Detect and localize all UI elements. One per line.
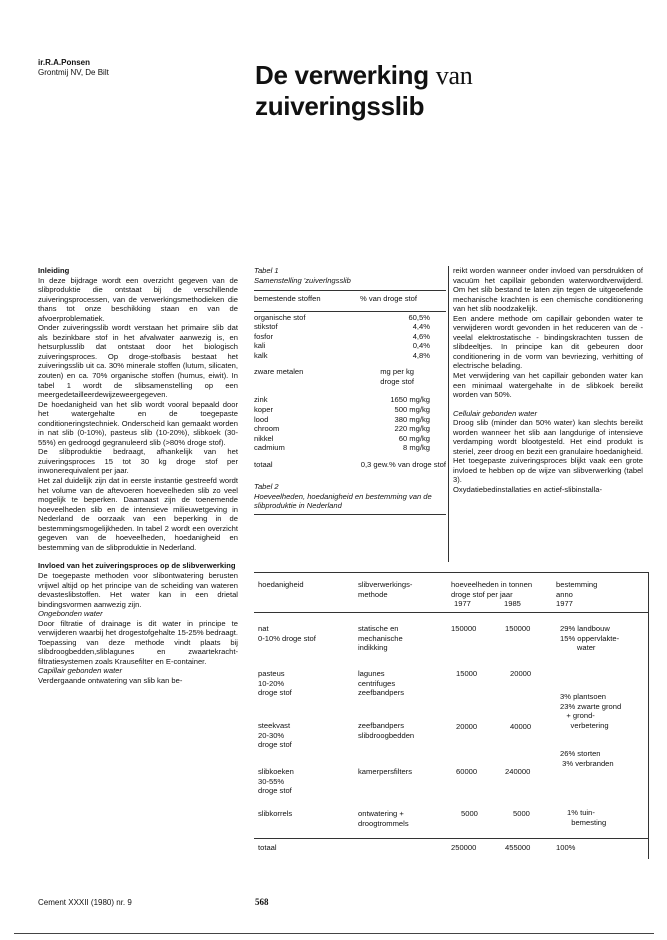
- heading-invloed: Invloed van het zuiveringsproces op de slibverwerking: [38, 561, 236, 571]
- heading-inleiding: Inleiding: [38, 266, 70, 275]
- table1-row-value: 4,6%: [412, 331, 430, 341]
- table1-metals-row2: [254, 377, 446, 387]
- table1-total-value: 0,3 gew.% van droge stof: [360, 459, 446, 469]
- table2-total-label: totaal: [258, 843, 277, 852]
- paragraph: De hoedanigheid van het slib wordt vooral bepaald door het watergehalte en de toegepaste conditioneringstechniek. Onderscheid kan gemaakt worden in nat slib (0-10%), pasteus slib (10-20%), slibkoek (30-55%) en gedroogd gegranuleerd slib (>80% droge stof).: [38, 399, 238, 447]
- table1-row-name: kali: [254, 341, 266, 351]
- title-part1: De verwerking: [255, 60, 436, 90]
- table2-row3-quality: steekvast 20-30% droge stof: [258, 721, 292, 749]
- page-number: 568: [255, 897, 269, 907]
- paragraph: Oxydatiebedinstallaties en actief-slibinstalla-: [453, 485, 602, 495]
- paragraph: Het zal duidelijk zijn dat in eerste instantie gestreefd wordt het volume van de aftevoeren hoeveelheden slib zo veel mogelijk te beperken. Daarnaast zijn de toenemende hoeveelheden slib en de intensieve milieuwetgeving in Nederland de oorzaak van een beperking in de bestemmingsmogelijkheden. In tabel 2 wordt een overzicht gegeven van de hoeveelheden, hoedanigheid en bestemming van de slibproduktie in Nederland.: [38, 476, 238, 552]
- table2-row1-1985: 150000: [505, 624, 531, 633]
- table1-row: [254, 424, 446, 434]
- table2-row5-quality: slibkorrels: [258, 809, 293, 818]
- table1-header-left: bemestende stoffen: [254, 294, 321, 304]
- table2-total-destination: 100%: [556, 843, 576, 852]
- table2-header-method: slibverwerkings- methode: [358, 580, 413, 599]
- table1-row-value: 500 mg/kg: [394, 405, 430, 415]
- table2-row4-1977: 60000: [456, 767, 478, 776]
- journal-footer: Cement XXXII (1980) nr. 9: [38, 898, 132, 907]
- table2-row1-method: statische en mechanische indikking: [358, 624, 403, 652]
- table2-total-1977: 250000: [451, 843, 477, 852]
- table1-metals-unit2: droge stof: [380, 376, 414, 386]
- table1: [254, 266, 446, 511]
- table2-destination-3: 26% storten 3% verbranden: [560, 749, 614, 768]
- table1-total-label: totaal: [254, 459, 273, 469]
- table1-row-name: koper: [254, 405, 273, 415]
- paragraph: In deze bijdrage wordt een overzicht gegeven van de slibproduktie die ontstaat bij de verschillende zuiveringsprocessen, van de verwerkingsmethodieken die thans tot onze beschikking staan en van de afvoerproblematiek.: [38, 275, 238, 323]
- table1-row: [254, 351, 446, 361]
- table1-row: [254, 434, 446, 444]
- table2-row5-method: ontwatering + droogtrommels: [358, 809, 409, 828]
- paragraph: Droog slib (minder dan 50% water) kan slechts bereikt worden wanneer het slib aan langdurige of intensieve verdamping wordt blootgesteld. Het eind produkt is steriel, zeer droog en bezit een granulaire hoedanigheid.: [453, 418, 643, 456]
- table1-row-value: 4,4%: [412, 322, 430, 332]
- table1-row-value: 0,4%: [412, 341, 430, 351]
- table2-header-quality: hoedanigheid: [258, 580, 304, 589]
- table1-caption-title: Samenstelling 'zuiverlngsslib: [254, 275, 351, 285]
- table2-header-1977: 1977: [454, 599, 471, 608]
- table1-row-name: lood: [254, 414, 269, 424]
- table1-row-name: stikstof: [254, 322, 278, 332]
- author-block: [38, 58, 109, 78]
- table1-metals-label: zware metalen: [254, 367, 304, 377]
- table2-destination-1: 29% landbouw 15% oppervlakte- water: [560, 624, 620, 652]
- table2-row5-1985: 5000: [513, 809, 530, 818]
- paragraph: Verdergaande ontwatering van slib kan be-: [38, 675, 183, 685]
- table1-row-name: cadmium: [254, 443, 285, 453]
- author-name: ir.R.A.Ponsen: [38, 58, 91, 67]
- table2: [254, 572, 654, 862]
- table2-row2-quality: pasteus 10-20% droge stof: [258, 669, 292, 697]
- table2-row5-1977: 5000: [461, 809, 478, 818]
- table1-caption-label: Tabel 1: [254, 266, 279, 275]
- paragraph: Een andere methode om capillair gebonden water te verwijderen wordt gevonden in het reduceren van de - veelal elektrostatische - bindingskrachten tussen de slibdeeltjes. In principe kan dit gebeuren door conditionering in de vorm van bevriezing, verhitting of electrische belading.: [453, 313, 643, 371]
- table2-header-destination: bestemming anno 1977: [556, 580, 598, 608]
- subheading-ongebonden: Ongebonden water: [38, 609, 103, 619]
- table2-row4-1985: 240000: [505, 767, 531, 776]
- table1-row-value: 8 mg/kg: [402, 443, 430, 453]
- table2-total-1985: 455000: [505, 843, 531, 852]
- table2-caption-label: Tabel 2: [254, 482, 279, 492]
- table1-row: [254, 443, 446, 453]
- bottom-rule: [14, 933, 654, 934]
- subheading-cellulair: Cellulair gebonden water: [453, 408, 538, 418]
- table1-row-value: 380 mg/kg: [394, 414, 430, 424]
- table1-row-value: 60 mg/kg: [398, 433, 430, 443]
- table1-row: [254, 415, 446, 425]
- table2-destination-4: 1% tuin- bemesting: [567, 808, 607, 827]
- paragraph: De toegepaste methoden voor slibontwatering berusten vrijwel altijd op het principe van de scheiding van wateren devasteslibstoffen. Het water kan in een drietal bindingsvormen aanwezig zijn.: [38, 570, 238, 609]
- table2-header-1985: 1985: [504, 599, 521, 608]
- table2-row1-quality: nat 0-10% droge stof: [258, 624, 316, 643]
- table1-header-row: [254, 294, 446, 304]
- paragraph: Met verwijdering van het capillair gebonden water kan een minimaal watergehalte in de slibkoek bereikt worden van 50%.: [453, 371, 643, 400]
- table1-row-value: 220 mg/kg: [394, 424, 430, 434]
- table1-row-name: chroom: [254, 424, 280, 434]
- table1-row: [254, 341, 446, 351]
- paragraph: Onder zuiveringsslib wordt verstaan het primaire slib dat als bezinkbare stof in het afvalwater aanwezig is, en hetsurplusslib dat ontstaat door het biologisch zuiveringsproces. Op droge-stofbasis bestaat het zuiveringsslib uit ca. 30% minerale stoffen (lutum, silicaten, zouten) en ca. 70% organische stoffen (humus, eiwit). In tabel 1 wordt de slibsamenstelling op een meergedetailleerdewijzeweergegeven.: [38, 323, 238, 400]
- table1-row-value: 60,5%: [408, 312, 430, 322]
- table1-metals-row: [254, 367, 446, 377]
- table1-row: [254, 322, 446, 332]
- table2-row1-1977: 150000: [451, 624, 477, 633]
- table1-total-row: [254, 460, 446, 470]
- title-part3: zuiveringsslib: [255, 91, 425, 121]
- table1-header-right: % van droge stof: [360, 294, 417, 304]
- title-part2: van: [435, 61, 473, 90]
- table1-row: [254, 313, 446, 323]
- paragraph: reikt worden wanneer onder invloed van persdrukken of vacuüm het capillair gebonden waterwordtverwijderd. Om het slib bestand te laten zijn tegen de uitgeoefende mechanische krachten is een chemische conditionering van het slib noodzakelijk.: [453, 266, 643, 314]
- table2-row3-1977: 20000: [456, 722, 478, 731]
- table2-destination-2: 3% plantsoen 23% zwarte grond + grond- verbetering: [560, 692, 622, 730]
- subheading-capillair: Capillair gebonden water: [38, 666, 123, 676]
- table1-row-name: nikkel: [254, 433, 274, 443]
- column-right: [453, 266, 643, 495]
- table2-row3-1985: 40000: [510, 722, 532, 731]
- table1-row-value: 4,8%: [412, 350, 430, 360]
- table1-metals-unit1: mg per kg: [380, 367, 414, 377]
- table1-row-name: kalk: [254, 350, 268, 360]
- table2-row4-quality: slibkoeken 30-55% droge stof: [258, 767, 294, 795]
- table1-row: [254, 395, 446, 405]
- table1-row-name: zink: [254, 395, 268, 405]
- table1-row-name: fosfor: [254, 331, 273, 341]
- column-left: [38, 266, 238, 686]
- author-affiliation: Grontmij NV, De Bilt: [38, 68, 109, 77]
- table1-row-value: 1650 mg/kg: [390, 395, 430, 405]
- article-title: [255, 60, 472, 121]
- table2-caption-title: Hoeveelheden, hoedanigheid en bestemming van de slibproduktie in Nederland: [254, 491, 432, 511]
- table2-row2-1977: 15000: [456, 669, 478, 678]
- table2-row3-method: zeefbandpers slibdroogbedden: [358, 721, 415, 740]
- table1-row-name: organische stof: [254, 312, 306, 322]
- table2-row2-1985: 20000: [510, 669, 532, 678]
- table1-row: [254, 405, 446, 415]
- table2-row2-method: lagunes centrifuges zeefbandpers: [358, 669, 405, 697]
- table2-header-quantities: hoeveelheden in tonnen droge stof per jaar: [451, 580, 533, 599]
- paragraph: Door filtratie of drainage is dit water in principe te verwijderen waarbij het drogestofgehalte 15-25% bedraagt. Toepassing van deze methode vindt plaats bij slibdroogbedden,sliblagunes en zwaartekracht-filtratiesystemen zoals Krausefilter en E-container.: [38, 618, 238, 666]
- paragraph: De slibproduktie bedraagt, afhankelijk van het zuiveringsproces 15 tot 30 kg droge stof per inwonerequivalent per jaar.: [38, 447, 238, 476]
- table2-row4-method: kamerpersfilters: [358, 767, 413, 776]
- paragraph: Het toegepaste zuiveringsproces blijkt vaak een grote invloed te hebben op de wijze van slibverwerking (tabel 3).: [453, 456, 643, 485]
- table1-row: [254, 332, 446, 342]
